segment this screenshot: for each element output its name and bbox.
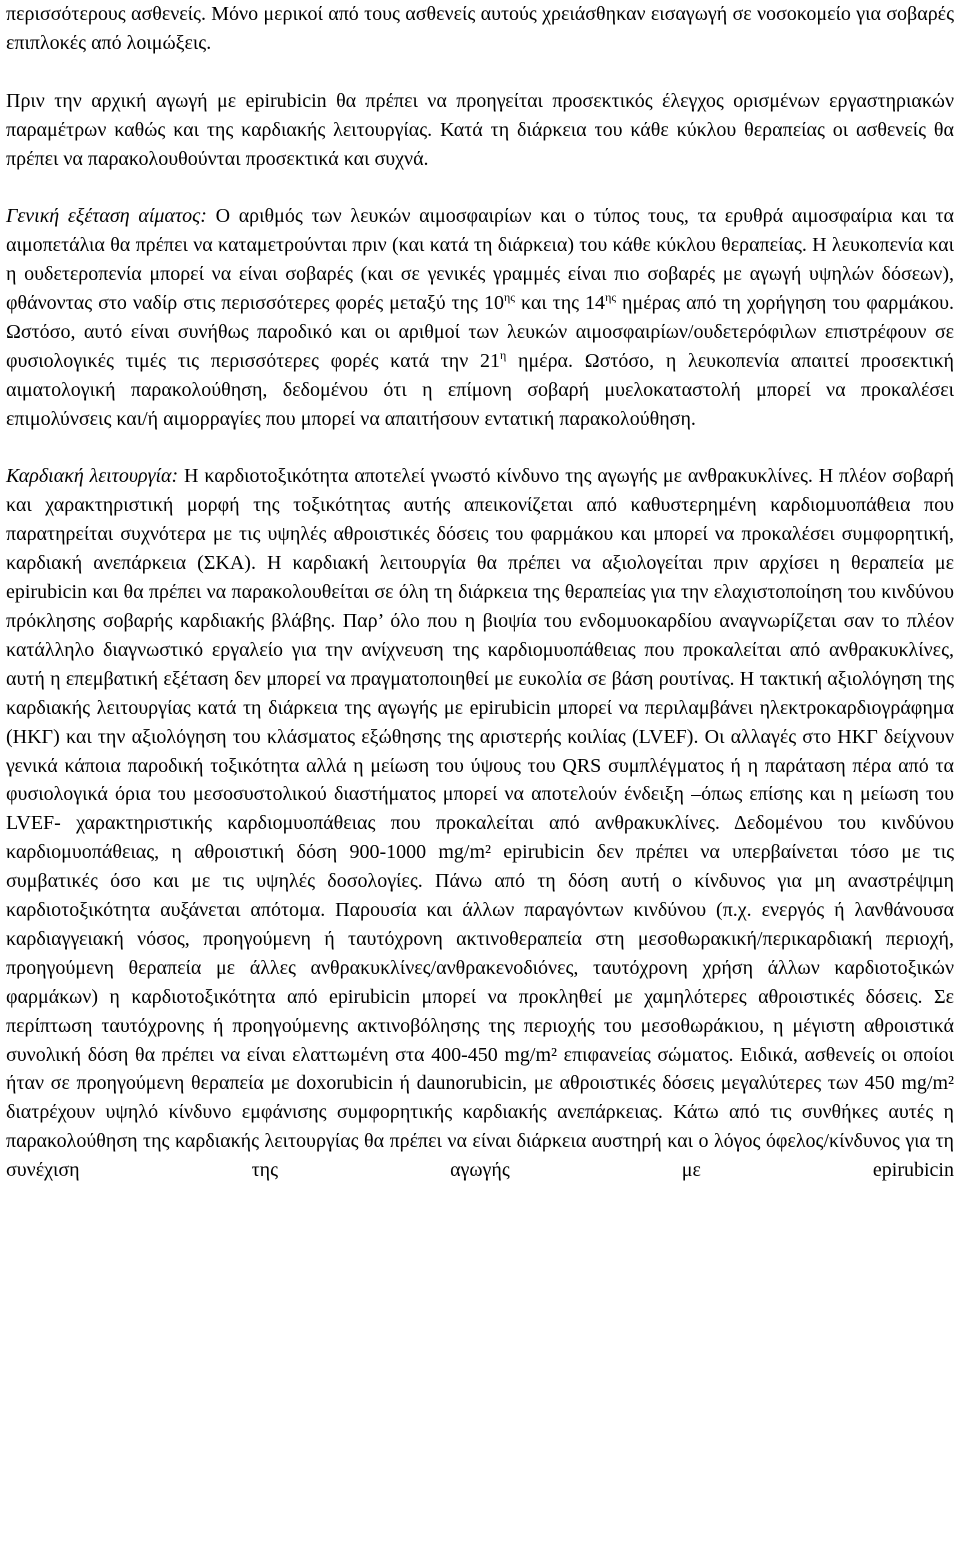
blood-test-sup-2: ης <box>605 290 617 305</box>
blood-test-text-2: και της 14 <box>514 292 606 315</box>
paragraph-intro-tail: περισσότερους ασθενείς. Μόνο μερικοί από τους ασθενείς αυτούς χρειάσθηκαν εισαγωγή σε νοσοκομείο για σοβαρές επιπλοκές από λοιμώξεις. <box>6 3 954 54</box>
blood-test-text-3: ημέρας από τη χορήγηση του φαρμάκου. Ωστόσο, αυτό είναι συνήθως παροδικό και οι αριθμοί των λευκών αιμοσφαιρίων/ουδετερόφιλων επιστρέφουν σε φυσιολογικές τιμές τις περισσότερες φορές κατά την 21 <box>6 292 955 372</box>
blood-test-sup-1: ης <box>503 290 515 305</box>
document-page <box>6 0 954 1185</box>
paragraph-gap <box>6 58 954 87</box>
blood-test-text-4: ημέρα. Ωστόσο, η λευκοπενία απαιτεί προσεκτική αιματολογική παρακολούθηση, δεδομένου ότι η επίμονη σοβαρή μυελοκαταστολή μπορεί να προκαλέσει επιμολύνσεις και/ή αιμορραγίες που μπορεί να απαιτήσουν εντατική παρακολούθηση. <box>6 349 954 430</box>
paragraph-monitoring: Πριν την αρχική αγωγή με epirubicin θα πρέπει να προηγείται προσεκτικός έλεγχος ορισμένων εργαστηριακών παραμέτρων καθώς και της καρδιακής λειτουργίας. Κατά τη διάρκεια του κάθε κύκλου θεραπείας οι ασθενείς θα πρέπει να παρακολουθούνται προσεκτικά και συχνά. <box>6 89 954 170</box>
paragraph-gap <box>6 434 954 463</box>
blood-test-text-1: Ο αριθμός των λευκών αιμοσφαιρίων και ο τύπος τους, τα ερυθρά αιμοσφαίρια και τα αιμοπετάλια θα πρέπει να καταμετρούνται πριν (και κατά τη διάρκεια) του κάθε κύκλου θεραπείας. Η λευκοπενία και η ουδετεροπενία μπορεί να είναι σοβαρές (και σε γενικές γραμμές είναι πιο σοβαρές με αγωγή υψηλών δόσεων), φθάνοντας στο ναδίρ στις περισσότερες φορές μεταξύ της 10 <box>6 205 954 315</box>
paragraph-cardiac-function <box>6 462 954 1185</box>
cardiac-function-text: Η καρδιοτοξικότητα αποτελεί γνωστό κίνδυνο της αγωγής με ανθρακυκλίνες. Η πλέον σοβαρή και χαρακτηριστική μορφή της τοξικότητας αυτής απεικονίζεται από καθυστερημένη καρδιομυοπάθεια που παρατηρείται συχνότερα με τις υψηλές αθροιστικές δόσεις του φαρμάκου και μπορεί να προκαλέσει συμφορητική, καρδιακή ανεπάρκεια (ΣΚΑ). Η καρδιακή λειτουργία θα πρέπει να αξιολογείται πριν αρχίσει η θεραπεία με epirubicin και θα πρέπει να παρακολουθείται σε όλη τη διάρκεια της θεραπείας για την ελαχιστοποίηση του κινδύνου πρόκλησης σοβαρής καρδιακής βλάβης. Παρ’ όλο που η βιοψία του ενδομυοκαρδίου αναγνωρίζεται σαν το πλέον κατάλληλο διαγνωστικό εργαλείο για την ανίχνευση της καρδιομυοπάθειας που προκαλείται από ανθρακυκλίνες, αυτή η επεμβατική εξέταση δεν μπορεί να πραγματοποιηθεί με ευκολία σε βάση ρουτίνας. Η τακτική αξιολόγηση της καρδιακής λειτουργίας κατά τη διάρκεια της αγωγής με epirubicin μπορεί να περιλαμβάνει ηλεκτροκαρδιογράφημα (ΗΚΓ) και την αξιολόγηση του κλάσματος εξώθησης της αριστερής κοιλίας (LVEF). Οι αλλαγές στο ΗΚΓ δείχνουν γενικά κάποια παροδική τοξικότητα αλλά η μείωση του ύψους του QRS συμπλέγματος ή η παράταση πέρα από τα φυσιολογικά όρια του μεσοσυστολικού διαστήματος μπορεί να αποτελούν ένδειξη –όπως επίσης και η μείωση του LVEF- χαρακτηριστικής καρδιομυοπάθειας που προκαλείται από ανθρακυκλίνες. Δεδομένου του κινδύνου καρδιομυοπάθειας, η αθροιστική δόση 900-1000 mg/m² epirubicin δεν πρέπει να υπερβαίνεται τόσο με τις συμβατικές όσο και με τις υψηλές δοσολογίες. Πάνω από τη δόση αυτή ο κίνδυνος για μη αναστρέψιμη καρδιοτοξικότητα αυξάνεται απότομα. Παρουσία και άλλων παραγόντων κινδύνου (π.χ. ενεργός ή λανθάνουσα καρδιαγγειακή νόσος, προηγούμενη ή ταυτόχρονη ακτινοθεραπεία στη μεσοθωρακική/περικαρδιακή περιοχή, προηγούμενη θεραπεία με άλλες ανθρακυκλίνες/ανθρακενοδιόνες, ταυτόχρονη χρήση άλλων καρδιοτοξικών φαρμάκων) η καρδιοτοξικότητα από epirubicin μπορεί να προκληθεί με χαμηλότερες αθροιστικές δόσεις. Σε περίπτωση ταυτόχρονης ή προηγούμενης ακτινοβόλησης της περιοχής του μεσοθωράκιου, η μέγιστη αθροιστικά συνολική δόση θα πρέπει να είναι ελαττωμένη στα 400-450 mg/m² επιφανείας σώματος. Ειδικά, ασθενείς οι οποίοι ήταν σε προηγούμενη θεραπεία με doxorubicin ή daunorubicin, με αθροιστικές δόσεις μεγαλύτερες των 450 mg/m² διατρέχουν υψηλό κίνδυνο εμφάνισης συμφορητικής καρδιακής ανεπάρκειας. Κάτω από τις συνθήκες αυτές η παρακολούθηση της καρδιακής λειτουργίας θα πρέπει να είναι διάρκεια αυστηρή και ο λόγος όφελος/κίνδυνος για τη συνέχιση της αγωγής με epirubicin <box>6 465 954 1182</box>
paragraph-gap <box>6 173 954 202</box>
blood-test-sup-3: η <box>500 347 507 362</box>
blood-test-label: Γενική εξέταση αίματος: <box>6 205 207 228</box>
cardiac-function-label: Καρδιακή λειτουργία: <box>6 465 179 488</box>
paragraph-blood-test <box>6 202 954 433</box>
